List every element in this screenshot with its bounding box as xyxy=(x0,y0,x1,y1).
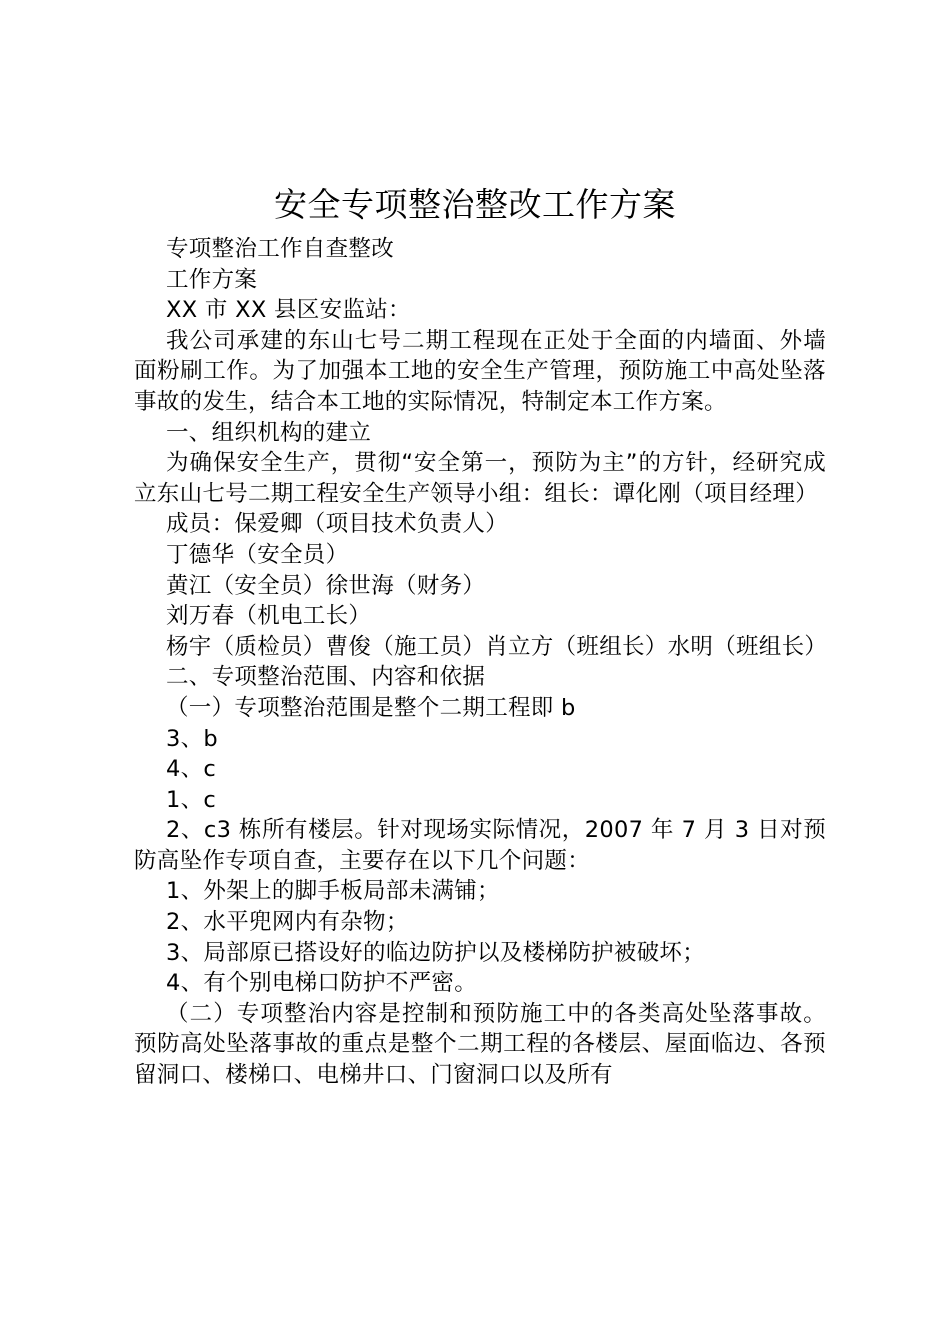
paragraph-list-line: 3、b xyxy=(166,725,218,752)
paragraph-scope: （一）专项整治范围是整个二期工程即 b xyxy=(166,694,576,721)
paragraph-list-line: 1、c xyxy=(166,786,217,813)
paragraph-addressee: XX 市 XX 县区安监站： xyxy=(166,297,411,324)
paragraph-member-line: 刘万春（机电工长） xyxy=(166,603,372,630)
document-body xyxy=(134,234,826,1091)
paragraph-members: 成员：保爱卿（项目技术负责人） xyxy=(166,511,509,538)
paragraph-list-line: 4、c xyxy=(166,756,217,783)
paragraph-member-line: 丁德华（安全员） xyxy=(166,541,349,568)
paragraph-content: （二）专项整治内容是控制和预防施工中的各类高处坠落事故。预防高处坠落事故的重点是整个二期工程的各楼层、屋面临边、各预留洞口、楼梯口、电梯井口、门窗洞口以及所有 xyxy=(134,1000,826,1089)
paragraph-issue: 2、水平兜网内有杂物； xyxy=(166,909,409,936)
section-heading-2: 二、专项整治范围、内容和依据 xyxy=(166,664,486,691)
paragraph-issue: 4、有个别电梯口防护不严密。 xyxy=(166,970,478,997)
paragraph-issue: 3、局部原已搭设好的临边防护以及楼梯防护被破坏； xyxy=(166,939,706,966)
paragraph-member-line: 杨宇（质检员）曹俊（施工员）肖立方（班组长）水明（班组长） xyxy=(166,633,828,660)
paragraph-leadership: 为确保安全生产，贯彻“安全第一，预防为主”的方针，经研究成立东山七号二期工程安全生产领导小组：组长：谭化刚（项目经理） xyxy=(134,450,826,507)
document-title: 安全专项整治整改工作方案 xyxy=(274,185,676,224)
paragraph-subtitle: 专项整治工作自查整改 xyxy=(166,236,395,262)
paragraph-subtitle-2: 工作方案 xyxy=(166,266,258,293)
paragraph-intro: 我公司承建的东山七号二期工程现在正处于全面的内墙面、外墙面粉刷工作。为了加强本工地的安全生产管理，预防施工中高处坠落事故的发生，结合本工地的实际情况，特制定本工作方案。 xyxy=(134,327,826,415)
paragraph-member-line: 黄江（安全员）徐世海（财务） xyxy=(166,572,486,599)
paragraph-issue: 1、外架上的脚手板局部未满铺； xyxy=(166,878,500,905)
section-heading-1: 一、组织机构的建立 xyxy=(166,419,372,446)
paragraph-inspection: 2、c3 栋所有楼层。针对现场实际情况，2007 年 7 月 3 日对预防高坠作专项自查，主要存在以下几个问题： xyxy=(134,817,826,874)
